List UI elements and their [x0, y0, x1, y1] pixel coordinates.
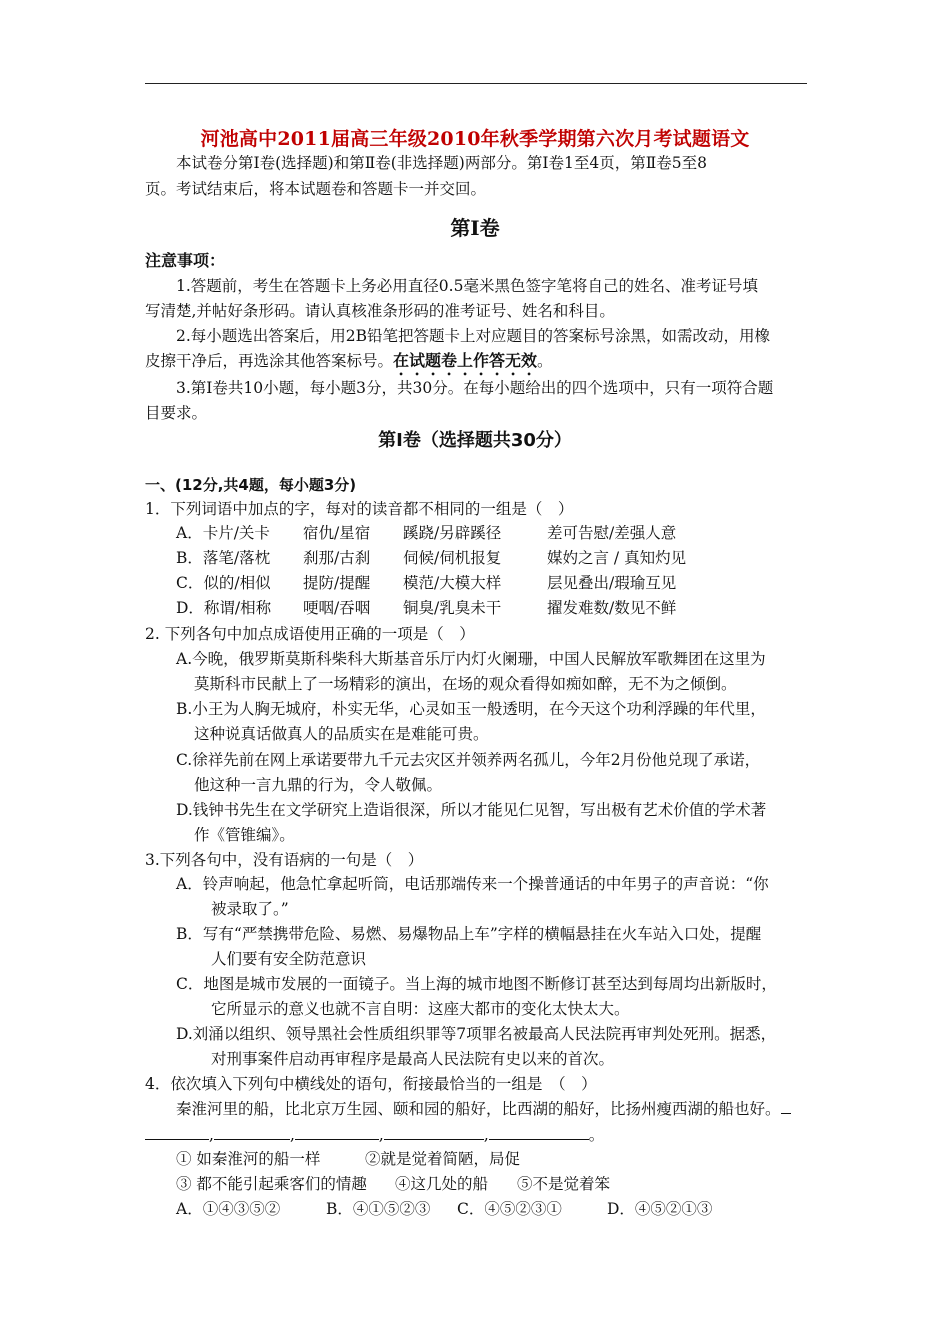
note-2-period: 。 [537, 352, 553, 370]
q4-blank-1 [145, 1125, 209, 1140]
q4-answers-row [176, 1198, 712, 1220]
q4-blank-0 [781, 1099, 791, 1114]
q3-a-line-1: A．铃声响起，他急忙拿起听筒，电话那端传来一个操普通话的中年男子的声音说：“你 [176, 875, 769, 893]
note-1-line-2: 写清楚,并帖好条形码。请认真核准条形码的准考证号、姓名和科目。 [145, 302, 615, 320]
notes-heading: 注意事项： [145, 251, 226, 270]
q1-a-3: 蹊跷/另辟蹊径 [403, 524, 502, 542]
q1-b-2: 刹那/古刹 [303, 549, 371, 567]
q4-text-line-2 [145, 1124, 604, 1146]
header-rule [145, 83, 807, 84]
q1-c-4: 层见叠出/瑕瑜互见 [547, 574, 677, 592]
q4-answer-d: D．④⑤②①③ [607, 1200, 713, 1218]
note-2-plain-text: 皮擦干净后，再选涂其他答案标号。 [145, 352, 394, 370]
q2-b-line-2: 这种说真话做真人的品质实在是难能可贵。 [194, 725, 489, 743]
q1-a-1: A．卡片/关卡 [176, 524, 270, 542]
exam-title: 河池高中2011届高三年级2010年秋季学期第六次月考试题语文 [200, 128, 750, 150]
section-1-heading: 一、(12分,共4题，每小题3分) [145, 476, 357, 494]
q1-d-2: 哽咽/吞咽 [303, 599, 371, 617]
q1-a-2: 宿仇/星宿 [303, 524, 371, 542]
q1-c-3: 模范/大模大样 [403, 574, 502, 592]
q4-opt-1: ① 如秦淮河的船一样 [176, 1150, 321, 1168]
note-3-line-2: 目要求。 [145, 404, 208, 422]
q3-a-line-2: 被录取了。” [211, 900, 289, 918]
q2-a-line-2: 莫斯科市民献上了一场精彩的演出，在场的观众看得如痴如醉，无不为之倾倒。 [194, 675, 737, 693]
intro-line-2: 页。考试结束后，将本试题卷和答题卡一并交回。 [145, 180, 487, 198]
note-2-emphasis: 在试题卷上作答无效 [393, 351, 538, 370]
q1-b-3: 伺候/伺机报复 [403, 549, 502, 567]
q1-d-3: 铜臭/乳臭未干 [403, 599, 502, 617]
q1-b-1: B．落笔/落枕 [176, 549, 271, 567]
q2-c-line-2: 他这种一言九鼎的行为，令人敬佩。 [194, 776, 443, 794]
q4-options-row-1 [176, 1148, 520, 1170]
q4-answer-c: C．④⑤②③① [457, 1200, 562, 1218]
q4-sep-3: , [378, 1126, 384, 1144]
q3-stem: 3.下列各句中，没有语病的一句是（ ） [145, 851, 424, 869]
q4-options-row-2 [176, 1173, 610, 1195]
q2-a-line-1: A.今晚，俄罗斯莫斯科柴科大斯基音乐厅内灯火阑珊，中国人民解放军歌舞团在这里为 [176, 650, 766, 668]
q4-blank-2 [214, 1125, 290, 1140]
q4-text-line-1 [176, 1098, 791, 1120]
q4-blank-3 [295, 1125, 379, 1140]
q1-c-1: C．似的/相似 [176, 574, 271, 592]
q1-a-4: 差可告慰/差强人意 [547, 524, 677, 542]
note-3-line-1: 3.第Ⅰ卷共10小题，每小题3分，共30分。在每小题给出的四个选项中，只有一项符合题 [176, 379, 774, 397]
q1-b-4: 媒妁之言 / 真知灼见 [547, 549, 687, 567]
part1-heading: 第Ⅰ卷 [450, 216, 500, 240]
q2-c-line-1: C.徐祥先前在网上承诺要带九千元去灾区并领养两名孤儿，今年2月份他兑现了承诺， [176, 751, 761, 769]
q1-row-c [176, 572, 676, 594]
q4-sep-2: , [289, 1126, 295, 1144]
q1-d-4: 擢发难数/数见不鲜 [547, 599, 677, 617]
q4-sep-4: , [483, 1126, 489, 1144]
q4-text: 秦淮河里的船，比北京万生园、颐和园的船好，比西湖的船好，比扬州瘦西湖的船也好。 [176, 1100, 781, 1118]
q4-answer-a: A．①④③⑤② [176, 1200, 281, 1218]
q3-d-line-2: 对刑事案件启动再审程序是最高人民法院有史以来的首次。 [211, 1050, 615, 1068]
part1-subheading: 第Ⅰ卷（选择题共30分） [378, 430, 572, 451]
q2-stem: 2. 下列各句中加点成语使用正确的一项是（ ） [145, 625, 475, 643]
q4-blank-4 [384, 1125, 484, 1140]
q2-b-line-1: B.小王为人胸无城府，朴实无华，心灵如玉一般透明，在今天这个功利浮躁的年代里， [176, 700, 766, 718]
q4-sep-1: , [209, 1126, 214, 1144]
note-2-line-1: 2.每小题选出答案后，用2B铅笔把答题卡上对应题目的答案标号涂黑，如需改动，用橡 [176, 327, 771, 345]
q3-b-line-2: 人们要有安全防范意识 [211, 950, 367, 968]
q1-d-1: D．称谓/相称 [176, 599, 272, 617]
q4-opt-5: ⑤不是觉着笨 [517, 1175, 611, 1193]
q4-end: 。 [588, 1126, 605, 1144]
q1-stem: 1．下列词语中加点的字，每对的读音都不相同的一组是（ ） [145, 500, 574, 518]
q4-answer-b: B．④①⑤②③ [326, 1200, 431, 1218]
q3-c-line-2: 它所显示的意义也就不言自明：这座大都市的变化太快太大。 [211, 1000, 630, 1018]
q2-d-line-1: D.钱钟书先生在文学研究上造诣很深，所以才能见仁见智，写出极有艺术价值的学术著 [176, 801, 767, 819]
intro-line-1: 本试卷分第Ⅰ卷(选择题)和第Ⅱ卷(非选择题)两部分。第Ⅰ卷1至4页，第Ⅱ卷5至8 [176, 154, 707, 172]
q3-b-line-1: B．写有“严禁携带危险、易燃、易爆物品上车”字样的横幅悬挂在火车站入口处，提醒 [176, 925, 762, 943]
q4-opt-4: ④这几处的船 [395, 1175, 489, 1193]
q1-row-a [176, 522, 676, 544]
q4-opt-3: ③ 都不能引起乘客们的情趣 [176, 1175, 367, 1193]
note-1-line-1: 1.答题前，考生在答题卡上务必用直径0.5毫米黑色签字笔将自己的姓名、准考证号填 [176, 277, 758, 295]
q4-stem: 4．依次填入下列句中横线处的语句，衔接最恰当的一组是 （ ） [145, 1075, 597, 1093]
q4-opt-2: ②就是觉着简陋，局促 [365, 1150, 521, 1168]
q3-d-line-1: D.刘涌以组织、领导黑社会性质组织罪等7项罪名被最高人民法院再审判处死刑。据悉， [176, 1025, 777, 1043]
q1-row-b [176, 547, 686, 569]
q1-c-2: 提防/提醒 [303, 574, 371, 592]
q2-d-line-2: 作《管锥编》。 [194, 826, 295, 844]
q3-c-line-1: C．地图是城市发展的一面镜子。当上海的城市地图不断修订甚至达到每周均出新版时， [176, 975, 777, 993]
q4-blank-5 [489, 1125, 589, 1140]
q1-row-d [176, 597, 676, 619]
note-2-line-2 [145, 350, 553, 379]
